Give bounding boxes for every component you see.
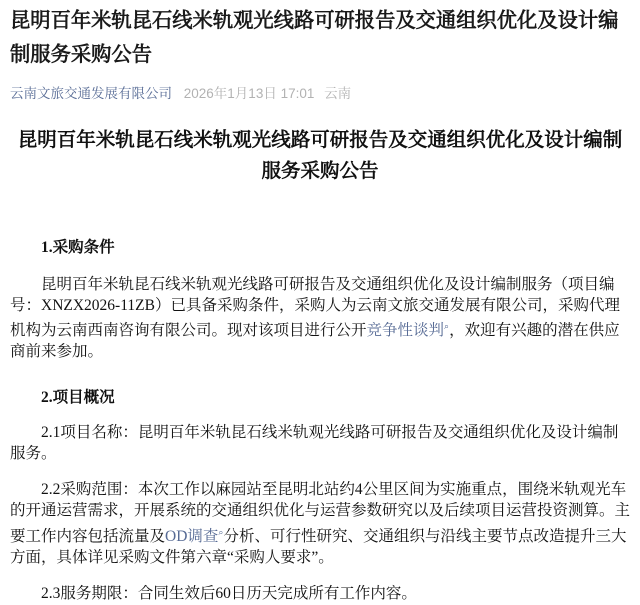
search-link[interactable]: 竞争性谈判 bbox=[366, 322, 445, 340]
article-title: 昆明百年米轨昆石线米轨观光线路可研报告及交通组织优化及设计编制服务采购公告 bbox=[10, 8, 619, 66]
publish-time: 2026年1月13日 17:01 bbox=[183, 86, 315, 101]
section-heading: 1.采购条件 bbox=[41, 239, 115, 256]
paragraph: 2.3服务期限：合同生效后60日历天完成所有工作内容。 bbox=[41, 585, 417, 603]
article bbox=[0, 3, 640, 605]
paragraph bbox=[10, 275, 630, 363]
search-link[interactable]: OD调查 bbox=[165, 527, 219, 545]
search-icon[interactable]: ⌕ bbox=[444, 321, 450, 332]
publish-location: 云南 bbox=[324, 86, 352, 101]
paragraph-text: 2.2采购范围：本次工作以麻园站至昆明北站约4公里区间为实施重点，围绕米轨观光车的开通运营需求，开展系统的交通组织优化与运营参数研究以及后续项目运营投资测算。主要工作内容包括流量及 bbox=[10, 481, 631, 545]
document-title: 昆明百年米轨昆石线米轨观光线路可研报告及交通组织优化及设计编制服务采购公告 bbox=[17, 128, 623, 182]
paragraph-text: 分析、可行性研究、交通组织与沿线主要节点改造提升三大方面，具体详见采购文件第六章“采购人要求”。 bbox=[10, 527, 627, 566]
paragraph: 2.1项目名称：昆明百年米轨昆石线米轨观光线路可研报告及交通组织优化及设计编制服务。 bbox=[10, 423, 619, 462]
article-meta bbox=[10, 82, 630, 102]
search-icon[interactable]: ⌕ bbox=[218, 526, 224, 537]
section-heading: 2.项目概况 bbox=[41, 388, 115, 406]
paragraph-text: 昆明百年米轨昆石线米轨观光线路可研报告及交通组织优化及设计编制服务（项目编号：XNZX2026-11ZB）已具备采购条件，采购人为云南文旅交通发展有限公司，采购代理机构为云南西南咨询有限公司。现对该项目进行公开 bbox=[10, 276, 620, 340]
paragraph bbox=[10, 480, 630, 568]
paragraph-text: ，欢迎有兴趣的潜在供应商前来参加。 bbox=[10, 322, 620, 361]
author-link[interactable]: 云南文旅交通发展有限公司 bbox=[10, 86, 172, 101]
